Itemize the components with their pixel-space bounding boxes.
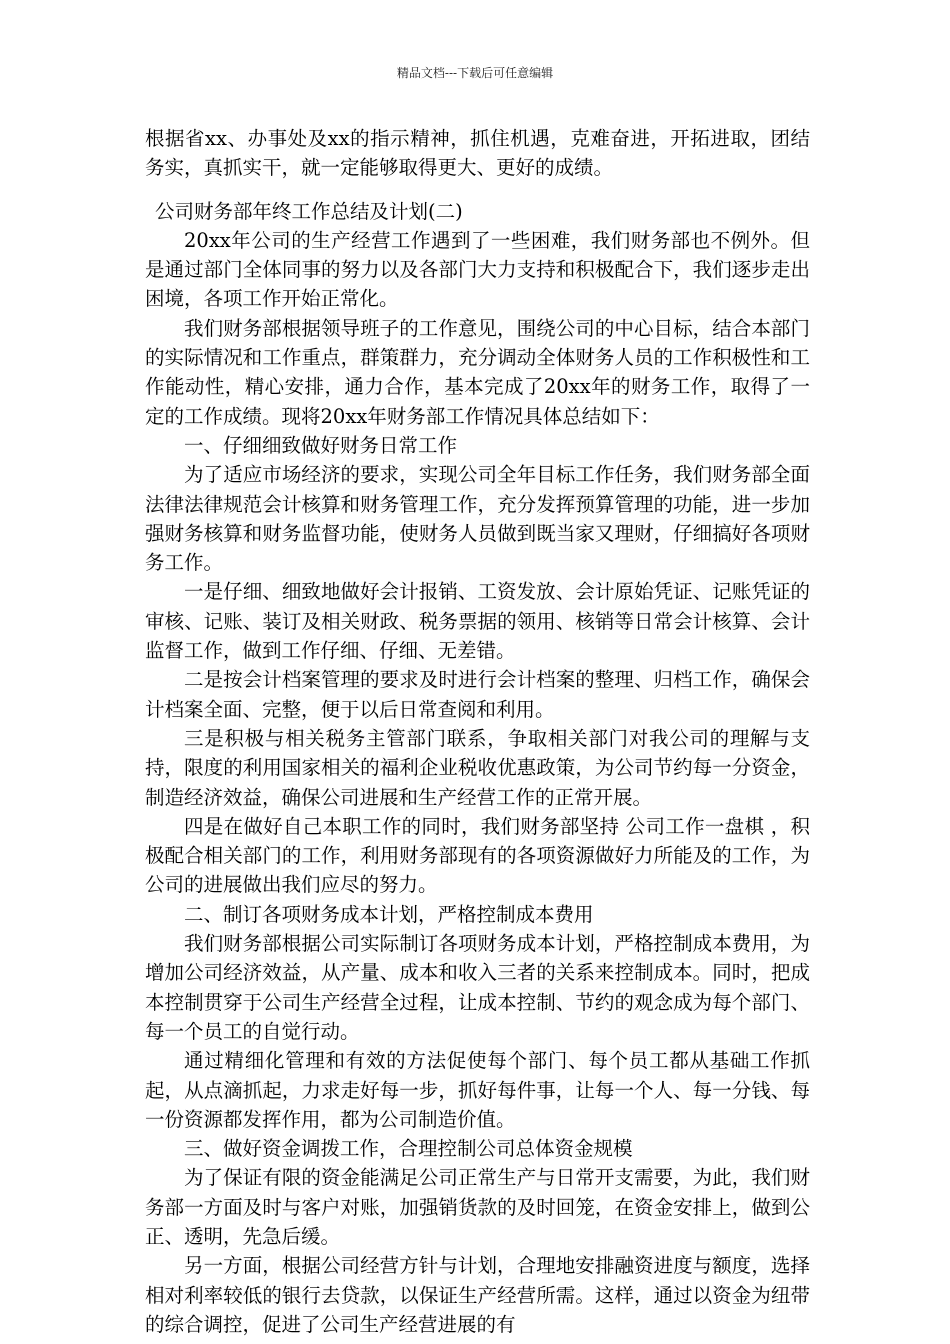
- paragraph: 我们财务部根据公司实际制订各项财务成本计划，严格控制成本费用，为增加公司经济效益，从产量、成本和收入三者的关系来控制成本。同时，把成本控制贯穿于公司生产经营全过程，让成本控制、节约的观念成为每个部门、每一个员工的自觉行动。: [145, 932, 810, 1043]
- paragraph: 另一方面，根据公司经营方针与计划，合理地安排融资进度与额度，选择相对利率较低的银行去贷款，以保证生产经营所需。这样，通过以资金为纽带的综合调控，促进了公司生产经营进展的有: [145, 1254, 810, 1336]
- section-title: 公司财务部年终工作总结及计划(二): [155, 199, 463, 223]
- paragraph: 四是在做好自己本职工作的同时，我们财务部坚持 公司工作一盘棋 ，积极配合相关部门的工作，利用财务部现有的各项资源做好力所能及的工作，为公司的进展做出我们应尽的努力。: [145, 814, 810, 897]
- paragraph: 三是积极与相关税务主管部门联系，争取相关部门对我公司的理解与支持，限度的利用国家相关的福利企业税收优惠政策，为公司节约每一分资金，制造经济效益，确保公司进展和生产经营工作的正常开展。: [145, 726, 810, 809]
- paragraph: 20xx年公司的生产经营工作遇到了一些困难，我们财务部也不例外。但是通过部门全体同事的努力以及各部门大力支持和积极配合下，我们逐步走出困境，各项工作开始正常化。: [145, 228, 810, 311]
- paragraph: 为了保证有限的资金能满足公司正常生产与日常开支需要，为此，我们财务部一方面及时与客户对账，加强销货款的及时回笼，在资金安排上，做到公正、透明，先急后缓。: [145, 1166, 810, 1248]
- section-heading: 一、仔细细致做好财务日常工作: [184, 433, 458, 457]
- paragraph: 一是仔细、细致地做好会计报销、工资发放、会计原始凭证、记账凭证的审核、记账、装订及相关财政、税务票据的领用、核销等日常会计核算、会计监督工作，做到工作仔细、仔细、无差错。: [145, 580, 810, 663]
- paragraph: 我们财务部根据领导班子的工作意见，围绕公司的中心目标，结合本部门的实际情况和工作重点，群策群力，充分调动全体财务人员的工作积极性和工作能动性，精心安排，通力合作，基本完成了20xx年的财务工作，取得了一定的工作成绩。现将20xx年财务部工作情况具体总结如下：: [145, 316, 810, 428]
- section-heading: 二、制订各项财务成本计划，严格控制成本费用: [184, 902, 594, 926]
- paragraph: 为了适应市场经济的要求，实现公司全年目标工作任务，我们财务部全面法律法律规范会计核算和财务管理工作，充分发挥预算管理的功能，进一步加强财务核算和财务监督功能，使财务人员做到既当家又理财，仔细搞好各项财务工作。: [145, 463, 810, 575]
- paragraph: 二是按会计档案管理的要求及时进行会计档案的整理、归档工作，确保会计档案全面、完整，便于以后日常查阅和利用。: [145, 668, 810, 721]
- intro-paragraph: 根据省xx、办事处及xx的指示精神，抓住机遇，克难奋进，开拓进取，团结务实，真抓实干，就一定能够取得更大、更好的成绩。: [145, 127, 810, 180]
- paragraph: 通过精细化管理和有效的方法促使每个部门、每个员工都从基础工作抓起，从点滴抓起，力求走好每一步，抓好每件事，让每一个人、每一分钱、每一份资源都发挥作用，都为公司制造价值。: [145, 1049, 810, 1131]
- page-header: 精品文档---下载后可任意编辑: [396, 66, 554, 80]
- document-body: [145, 124, 810, 1339]
- section-heading: 三、做好资金调拨工作，合理控制公司总体资金规模: [184, 1137, 633, 1161]
